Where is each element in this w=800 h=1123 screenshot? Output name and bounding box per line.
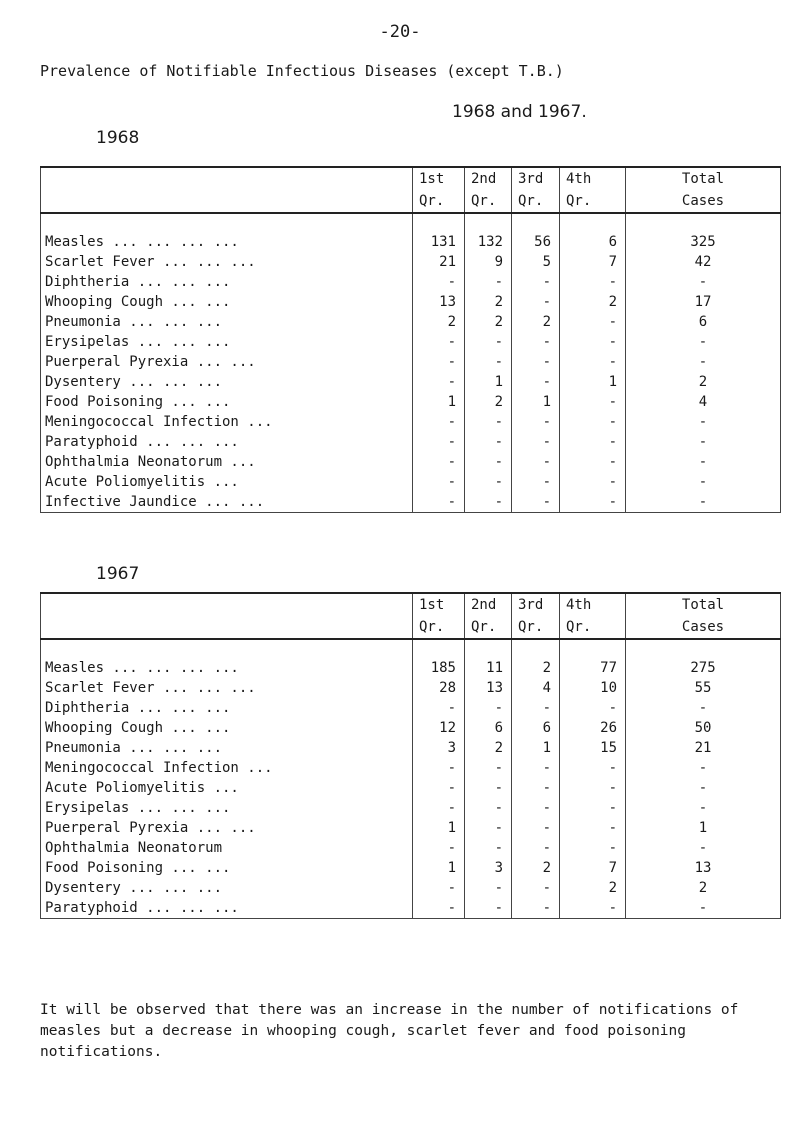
q4-count: -: [560, 818, 626, 838]
q2-count: 2: [465, 738, 512, 758]
q4-count: 7: [560, 858, 626, 878]
disease-name: Diphtheria ... ... ...: [41, 698, 413, 718]
q1-count: -: [413, 472, 465, 492]
header-q4-bottom: Qr.: [560, 190, 626, 213]
year-heading-1968: 1968: [96, 128, 140, 148]
q3-count: 5: [512, 252, 560, 272]
disease-name: Acute Poliomyelitis ...: [41, 778, 413, 798]
q3-count: -: [512, 272, 560, 292]
q2-count: 2: [465, 292, 512, 312]
q4-count: 26: [560, 718, 626, 738]
disease-name: Whooping Cough ... ...: [41, 718, 413, 738]
years-note: 1968 and 1967.: [452, 102, 587, 122]
q4-count: 77: [560, 658, 626, 678]
q2-count: -: [465, 352, 512, 372]
q1-count: -: [413, 698, 465, 718]
q2-count: -: [465, 758, 512, 778]
total-count: -: [626, 452, 781, 472]
q2-count: 1: [465, 372, 512, 392]
disease-name: Pneumonia ... ... ...: [41, 738, 413, 758]
page-number: -20-: [379, 22, 421, 42]
q2-count: 2: [465, 392, 512, 412]
total-count: -: [626, 798, 781, 818]
header-q2-bottom: Qr.: [465, 190, 512, 213]
table-row: [41, 432, 781, 452]
disease-name: Paratyphoid ... ... ...: [41, 898, 413, 919]
q3-count: 4: [512, 678, 560, 698]
q1-count: -: [413, 878, 465, 898]
header-q2-top: 2nd: [465, 167, 512, 190]
q4-count: 15: [560, 738, 626, 758]
table-row: [41, 332, 781, 352]
disease-name: Meningococcal Infection ...: [41, 758, 413, 778]
table-row: [41, 272, 781, 292]
disease-name: Scarlet Fever ... ... ...: [41, 252, 413, 272]
table-row: [41, 292, 781, 312]
q3-count: -: [512, 778, 560, 798]
q1-count: -: [413, 432, 465, 452]
table-row: [41, 738, 781, 758]
q2-count: -: [465, 818, 512, 838]
disease-name: Ophthalmia Neonatorum ...: [41, 452, 413, 472]
table-row: [41, 718, 781, 738]
q3-count: 2: [512, 858, 560, 878]
page-title: Prevalence of Notifiable Infectious Diseases (except T.B.): [40, 62, 564, 80]
q4-count: 6: [560, 232, 626, 252]
header-q4-bottom: Qr.: [560, 616, 626, 639]
q3-count: -: [512, 372, 560, 392]
table-row: [41, 758, 781, 778]
q4-count: -: [560, 352, 626, 372]
q3-count: 2: [512, 312, 560, 332]
q1-count: 1: [413, 392, 465, 412]
q4-count: -: [560, 272, 626, 292]
disease-name: Meningococcal Infection ...: [41, 412, 413, 432]
q1-count: -: [413, 898, 465, 919]
total-count: 50: [626, 718, 781, 738]
q1-count: 28: [413, 678, 465, 698]
total-count: 13: [626, 858, 781, 878]
total-count: -: [626, 898, 781, 919]
total-count: -: [626, 698, 781, 718]
table-row: [41, 838, 781, 858]
header-q4-top: 4th: [560, 593, 626, 616]
year-heading-1967: 1967: [96, 564, 140, 584]
q4-count: -: [560, 698, 626, 718]
q3-count: -: [512, 838, 560, 858]
q3-count: -: [512, 798, 560, 818]
q2-count: -: [465, 472, 512, 492]
q2-count: 11: [465, 658, 512, 678]
q3-count: 1: [512, 392, 560, 412]
q4-count: -: [560, 758, 626, 778]
q1-count: -: [413, 352, 465, 372]
total-count: -: [626, 412, 781, 432]
q1-count: -: [413, 838, 465, 858]
q2-count: -: [465, 878, 512, 898]
table-row: [41, 312, 781, 332]
header-total-bottom: Cases: [626, 190, 781, 213]
header-q2-top: 2nd: [465, 593, 512, 616]
q4-count: 2: [560, 878, 626, 898]
total-count: 6: [626, 312, 781, 332]
table-row: [41, 878, 781, 898]
table-row: [41, 492, 781, 513]
q3-count: 56: [512, 232, 560, 252]
q4-count: -: [560, 798, 626, 818]
total-count: -: [626, 432, 781, 452]
q2-count: -: [465, 492, 512, 513]
total-count: -: [626, 778, 781, 798]
q2-count: 132: [465, 232, 512, 252]
q3-count: -: [512, 818, 560, 838]
table-row: [41, 658, 781, 678]
q2-count: -: [465, 798, 512, 818]
total-count: 4: [626, 392, 781, 412]
q4-count: -: [560, 332, 626, 352]
disease-name: Erysipelas ... ... ...: [41, 798, 413, 818]
q3-count: -: [512, 698, 560, 718]
header-q1-top: 1st: [413, 593, 465, 616]
q1-count: -: [413, 778, 465, 798]
disease-name: Puerperal Pyrexia ... ...: [41, 352, 413, 372]
table-row: [41, 472, 781, 492]
disease-name: Scarlet Fever ... ... ...: [41, 678, 413, 698]
q4-count: -: [560, 898, 626, 919]
table-row: [41, 252, 781, 272]
disease-name: Paratyphoid ... ... ...: [41, 432, 413, 452]
table-row: [41, 678, 781, 698]
total-count: -: [626, 492, 781, 513]
q1-count: 2: [413, 312, 465, 332]
disease-name: Infective Jaundice ... ...: [41, 492, 413, 513]
q1-count: -: [413, 492, 465, 513]
q1-count: -: [413, 372, 465, 392]
header-q3-top: 3rd: [512, 167, 560, 190]
table-row: [41, 898, 781, 919]
q1-count: 1: [413, 818, 465, 838]
observation-note: It will be observed that there was an increase in the number of notifications of measles but a decrease in whooping cough, scarlet fever and food poisoning notifications.: [40, 1002, 739, 1060]
q2-count: -: [465, 778, 512, 798]
q1-count: 21: [413, 252, 465, 272]
disease-name: Measles ... ... ... ...: [41, 658, 413, 678]
q1-count: 3: [413, 738, 465, 758]
header-q3-bottom: Qr.: [512, 616, 560, 639]
q4-count: -: [560, 392, 626, 412]
table-1967: [40, 592, 781, 919]
q2-count: 6: [465, 718, 512, 738]
total-count: 17: [626, 292, 781, 312]
table-1968: [40, 166, 781, 513]
q3-count: -: [512, 492, 560, 513]
disease-name: Ophthalmia Neonatorum: [41, 838, 413, 858]
q1-count: -: [413, 412, 465, 432]
q1-count: -: [413, 452, 465, 472]
q1-count: 13: [413, 292, 465, 312]
q2-count: -: [465, 412, 512, 432]
total-count: 1: [626, 818, 781, 838]
total-count: 275: [626, 658, 781, 678]
q4-count: 1: [560, 372, 626, 392]
q2-count: -: [465, 898, 512, 919]
q4-count: -: [560, 452, 626, 472]
total-count: 325: [626, 232, 781, 252]
table-row: [41, 372, 781, 392]
q2-count: -: [465, 272, 512, 292]
q2-count: -: [465, 452, 512, 472]
q2-count: 2: [465, 312, 512, 332]
total-count: -: [626, 838, 781, 858]
q3-count: 6: [512, 718, 560, 738]
q4-count: -: [560, 312, 626, 332]
q1-count: -: [413, 332, 465, 352]
total-count: 2: [626, 372, 781, 392]
q3-count: -: [512, 758, 560, 778]
table-row: [41, 858, 781, 878]
q3-count: -: [512, 292, 560, 312]
q3-count: -: [512, 332, 560, 352]
header-q3-top: 3rd: [512, 593, 560, 616]
table-row: [41, 232, 781, 252]
q1-count: -: [413, 798, 465, 818]
total-count: 42: [626, 252, 781, 272]
header-q1-bottom: Qr.: [413, 190, 465, 213]
q3-count: -: [512, 452, 560, 472]
total-count: -: [626, 472, 781, 492]
table-row: [41, 392, 781, 412]
q2-count: 9: [465, 252, 512, 272]
q2-count: 13: [465, 678, 512, 698]
q1-count: -: [413, 272, 465, 292]
total-count: -: [626, 272, 781, 292]
q4-count: -: [560, 472, 626, 492]
q3-count: -: [512, 412, 560, 432]
header-q2-bottom: Qr.: [465, 616, 512, 639]
q3-count: -: [512, 352, 560, 372]
q4-count: -: [560, 492, 626, 513]
table-row: [41, 698, 781, 718]
q1-count: -: [413, 758, 465, 778]
q4-count: 7: [560, 252, 626, 272]
total-count: 2: [626, 878, 781, 898]
table-row: [41, 798, 781, 818]
header-total-top: Total: [626, 167, 781, 190]
header-q1-top: 1st: [413, 167, 465, 190]
q3-count: -: [512, 432, 560, 452]
table-row: [41, 452, 781, 472]
disease-name: Puerperal Pyrexia ... ...: [41, 818, 413, 838]
disease-name: Whooping Cough ... ...: [41, 292, 413, 312]
table-row: [41, 352, 781, 372]
disease-name: Measles ... ... ... ...: [41, 232, 413, 252]
q3-count: -: [512, 472, 560, 492]
q2-count: -: [465, 838, 512, 858]
q1-count: 185: [413, 658, 465, 678]
total-count: -: [626, 352, 781, 372]
q3-count: 2: [512, 658, 560, 678]
total-count: -: [626, 758, 781, 778]
table-row: [41, 778, 781, 798]
total-count: 55: [626, 678, 781, 698]
q3-count: 1: [512, 738, 560, 758]
q2-count: 3: [465, 858, 512, 878]
q4-count: -: [560, 838, 626, 858]
disease-name: Acute Poliomyelitis ...: [41, 472, 413, 492]
q4-count: 10: [560, 678, 626, 698]
disease-name: Pneumonia ... ... ...: [41, 312, 413, 332]
header-q3-bottom: Qr.: [512, 190, 560, 213]
q1-count: 1: [413, 858, 465, 878]
total-count: -: [626, 332, 781, 352]
q4-count: 2: [560, 292, 626, 312]
disease-name: Erysipelas ... ... ...: [41, 332, 413, 352]
disease-name: Dysentery ... ... ...: [41, 878, 413, 898]
header-total-top: Total: [626, 593, 781, 616]
q1-count: 12: [413, 718, 465, 738]
disease-name: Diphtheria ... ... ...: [41, 272, 413, 292]
header-total-bottom: Cases: [626, 616, 781, 639]
q3-count: -: [512, 898, 560, 919]
table-row: [41, 412, 781, 432]
q1-count: 131: [413, 232, 465, 252]
q4-count: -: [560, 432, 626, 452]
q2-count: -: [465, 698, 512, 718]
q3-count: -: [512, 878, 560, 898]
disease-name: Food Poisoning ... ...: [41, 392, 413, 412]
table-row: [41, 818, 781, 838]
total-count: 21: [626, 738, 781, 758]
disease-name: Food Poisoning ... ...: [41, 858, 413, 878]
header-q1-bottom: Qr.: [413, 616, 465, 639]
q2-count: -: [465, 332, 512, 352]
q4-count: -: [560, 412, 626, 432]
q4-count: -: [560, 778, 626, 798]
disease-name: Dysentery ... ... ...: [41, 372, 413, 392]
q2-count: -: [465, 432, 512, 452]
header-q4-top: 4th: [560, 167, 626, 190]
